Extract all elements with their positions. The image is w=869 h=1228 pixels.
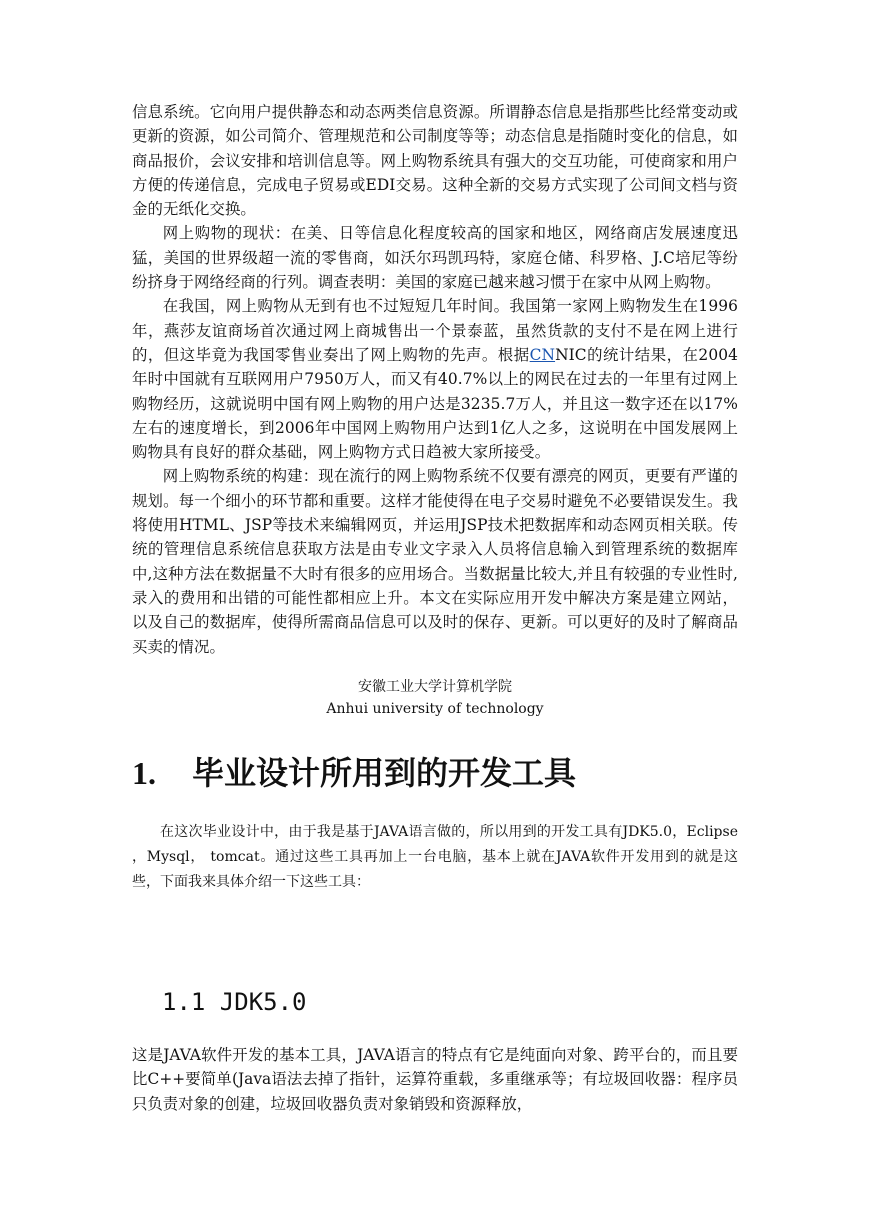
paragraph-china bbox=[132, 294, 738, 464]
section-1-1-heading: 1.1 JDK5.0 bbox=[162, 988, 307, 1016]
footer-en: Anhui university of technology bbox=[326, 701, 544, 717]
section-1-intro bbox=[132, 820, 738, 895]
paragraph-system-construction: 网上购物系统的构建：现在流行的网上购物系统不仅要有漂亮的网页，更要有严谨的规划。每一个细小的环节都和重要。这样才能使得在电子交易时避免不必要错误发生。我将使用HTML、JSP等技术来编辑网页，并运用JSP技术把数据库和动态网页相关联。传统的管理信息系统信息获取方法是由专业文字录入人员将信息输入到管理系统的数据库中,这种方法在数据量不大时有很多的应用场合。当数据量比较大,并且有较强的专业性时,录入的费用和出错的可能性都相应上升。本文在实际应用开发中解决方案是建立网站， 以及自己的数据库，使得所需商品信息可以及时的保存、更新。可以更好的及时了解商品买卖的情况。 bbox=[132, 467, 738, 656]
section-1-intro-text: 在这次毕业设计中，由于我是基于JAVA语言做的，所以用到的开发工具有JDK5.0，Eclipse ，Mysql， tomcat。通过这些工具再加上一台电脑，基本上就在JAVA软件开发用到的就是这些，下面我来具体介绍一下这些工具： bbox=[132, 824, 738, 890]
section-1-title: 毕业设计所用到的开发工具 bbox=[192, 754, 577, 792]
paragraph-china-part1: 在我国，网上购物从无到有也不过短短几年时间。我国第一家网上购物发生在1996年，燕莎友谊商场首次通过网上商城售出一个景泰蓝，虽然货款的支付不是在网上进行的，但这毕竟为我国零售业奏出了网上购物的先声。根据 bbox=[132, 297, 738, 364]
section-1-heading bbox=[132, 748, 576, 798]
section-1-1-text: 这是JAVA软件开发的基本工具，JAVA语言的特点有它是纯面向对象、跨平台的，而且要比C++要简单(Java语法去掉了指针，运算符重载，多重继承等；有垃圾回收器：程序员只负责对象的创建，垃圾回收器负责对象销毁和资源释放， bbox=[132, 1046, 738, 1113]
section-1-1-body bbox=[132, 1043, 738, 1116]
paragraph-current-status: 网上购物的现状：在美、日等信息化程度较高的国家和地区，网络商店发展速度迅猛，美国的世界级超一流的零售商，如沃尔玛凯玛特，家庭仓储、科罗格、J.C培尼等纷纷挤身于网络经商的行列。调查表明：美国的家庭已越来越习惯于在家中从网上购物。 bbox=[132, 224, 738, 292]
paragraph-info-system: 信息系统。它向用户提供静态和动态两类信息资源。所谓静态信息是指那些比经常变动或更新的资源，如公司简介、管理规范和公司制度等等；动态信息是指随时变化的信息，如商品报价，会议安排和培训信息等。网上购物系统具有强大的交互功能，可使商家和用户方便的传递信息，完成电子贸易或EDI交易。这种全新的交易方式实现了公司间文档与资金的无纸化交换。 bbox=[132, 103, 738, 219]
footer-cn: 安徽工业大学计算机学院 bbox=[358, 679, 512, 695]
section-1-number: 1. bbox=[132, 755, 156, 791]
cnnic-link[interactable]: CN bbox=[529, 345, 556, 364]
body-text bbox=[132, 100, 738, 659]
paragraph-china-part2: NIC的统计结果，在2004年时中国就有互联网用户7950万人，而又有40.7%以上的网民在过去的一年里有过网上购物经历，这就说明中国有网上购物的用户达是3235.7万人，并且这一数字还在以17%左右的速度增长，到2006年中国网上购物用户达到1亿人之多，这说明在中国发展网上购物具有良好的群众基础，网上购物方式日趋被大家所接受。 bbox=[132, 345, 738, 462]
